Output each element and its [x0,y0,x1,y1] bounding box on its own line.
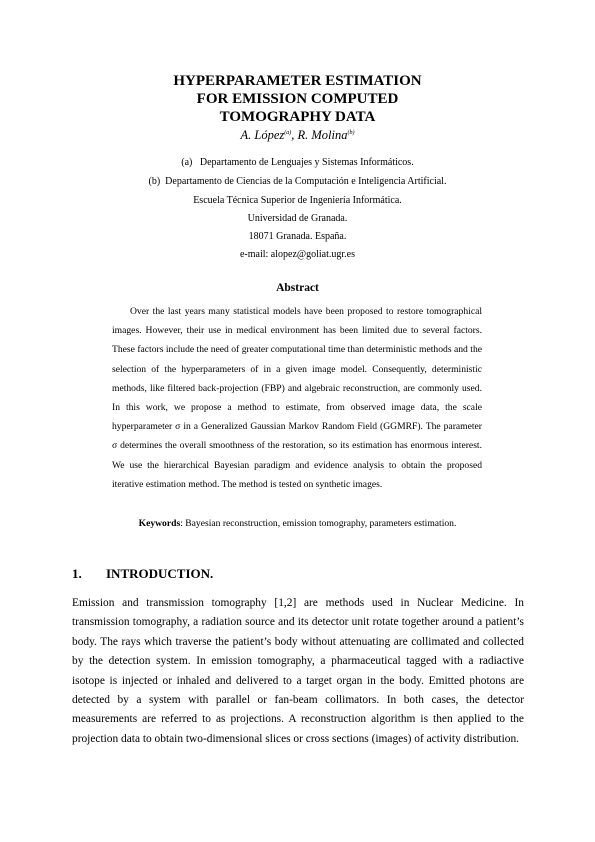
keywords-line [60,518,535,529]
introduction-paragraph: Emission and transmission tomography [1,2] are methods used in Nuclear Medicine. In transmission tomography, a radiation source and its detector unit rotate together around a patient’s body. The rays which traverse the patient’s body without attenuating are collimated and collected by the detection system. In emission tomography, a pharmaceutical tagged with a radiactive isotope is injected or inhaled and delivered to a target organ in the body. Emitted photons are detected by a system with parallel or fan-beam collimators. In both cases, the detector measurements are referred to as projections. A reconstruction algorithm is then applied to the projection data to obtain two-dimensional slices or cross sections (images) of activity distribution. [72,597,524,745]
author-2: R. Molina [297,128,348,142]
section-number: 1. [72,566,82,581]
abstract-body: Over the last years many statistical models have been proposed to restore tomographical images. However, their use in medical environment has been limited due to several factors. These factors include the need of greater computational time than deterministic methods and the selection of the hyperparameters of in a given image model. Consequently, deterministic methods, like filtered back-projection (FBP) and algebraic reconstruction, are commonly used. In this work, we propose a method to estimate, from observed image data, the scale hyperparameter σ in a Generalized Gaussian Markov Random Field (GGMRF). The parameter σ determines the overall smoothness of the restoration, so its estimation has enormous interest. We use the hierarchical Bayesian paradigm and evidence analysis to obtain the proposed iterative estimation method. The method is tested on synthetic images. [112,306,482,490]
affiliation-address: 18071 Granada. España. [248,231,347,242]
title-line-3: TOMOGRAPHY DATA [219,109,376,125]
title-line-1: HYPERPARAMETER ESTIMATION [173,73,422,89]
author-1-affil-mark: (a) [284,129,292,136]
section-title: INTRODUCTION. [106,566,214,581]
author-1: A. López [240,128,285,142]
title-line-2: FOR EMISSION COMPUTED [196,91,399,107]
affiliation-b: (b) Departamento de Ciencias de la Computación e Inteligencia Artificial. [148,176,447,187]
section-heading [72,566,213,582]
author-2-affil-mark: (b) [347,129,355,136]
keywords-label: Keywords [138,518,181,529]
keywords-text: : Bayesian reconstruction, emission tomography, parameters estimation. [180,518,457,529]
contact-email: e-mail: alopez@goliat.ugr.es [239,249,355,260]
author-line [60,128,535,143]
affiliation-a: (a) Departamento de Lenguajes y Sistemas Informáticos. [181,157,414,168]
affiliation-university: Universidad de Granada. [247,213,348,224]
affiliation-school: Escuela Técnica Superior de Ingeniería Informática. [193,195,402,206]
abstract-heading: Abstract [276,282,319,294]
author-separator: , [291,128,298,142]
